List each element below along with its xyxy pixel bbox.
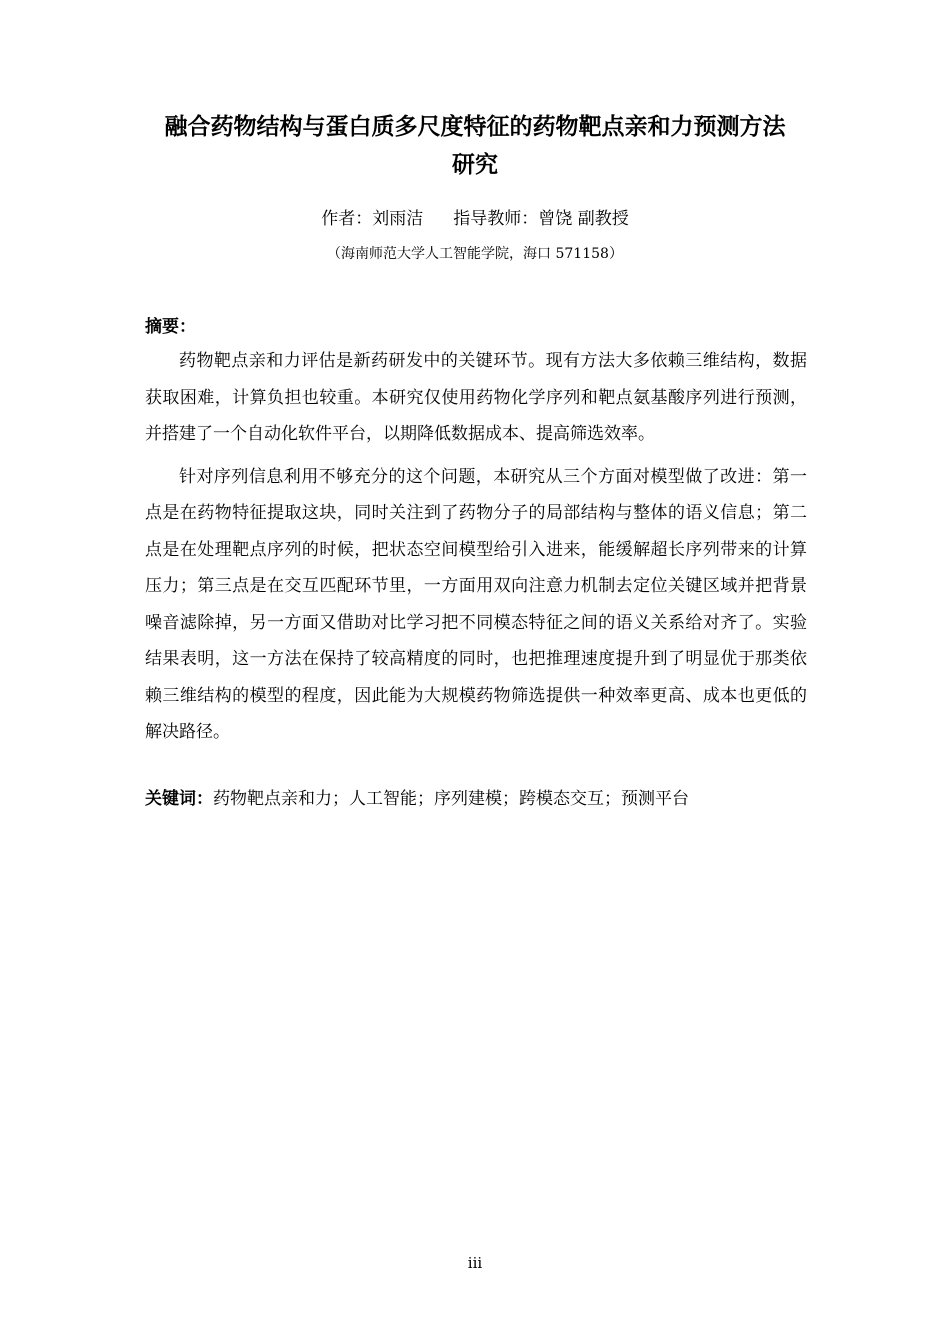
advisor-name: 指导教师：曾饶 副教授 <box>453 209 629 229</box>
page-title <box>120 108 830 184</box>
abstract-body <box>145 343 807 757</box>
affiliation: （海南师范大学人工智能学院，海口 571158） <box>327 246 623 262</box>
keywords-text: 药物靶点亲和力；人工智能；序列建模；跨模态交互；预测平台 <box>213 789 689 809</box>
abstract-heading: 摘要： <box>145 317 196 337</box>
keywords-label: 关键词： <box>145 789 213 809</box>
page-number: iii <box>467 1254 483 1272</box>
title-line-1: 融合药物结构与蛋白质多尺度特征的药物靶点亲和力预测方法 <box>164 113 786 140</box>
author-name: 作者：刘雨洁 <box>321 209 424 229</box>
abstract-paragraph-1: 药物靶点亲和力评估是新药研发中的关键环节。现有方法大多依赖三维结构，数据获取困难，计算负担也较重。本研究仅使用药物化学序列和靶点氨基酸序列进行预测，并搭建了一个自动化软件平台，以期降低数据成本、提高筛选效率。 <box>145 351 807 444</box>
keywords <box>145 786 807 812</box>
author-line <box>0 207 950 231</box>
abstract-paragraph-2: 针对序列信息利用不够充分的这个问题，本研究从三个方面对模型做了改进：第一点是在药物特征提取这块，同时关注到了药物分子的局部结构与整体的语义信息；第二点是在处理靶点序列的时候，把状态空间模型给引入进来，能缓解超长序列带来的计算压力；第三点是在交互匹配环节里，一方面用双向注意力机制去定位关键区域并把背景噪音滤除掉，另一方面又借助对比学习把不同模态特征之间的语义关系给对齐了。实验结果表明，这一方法在保持了较高精度的同时，也把推理速度提升到了明显优于那类依赖三维结构的模型的程度，因此能为大规模药物筛选提供一种效率更高、成本也更低的解决路径。 <box>145 466 807 742</box>
title-line-2: 研究 <box>452 151 498 178</box>
